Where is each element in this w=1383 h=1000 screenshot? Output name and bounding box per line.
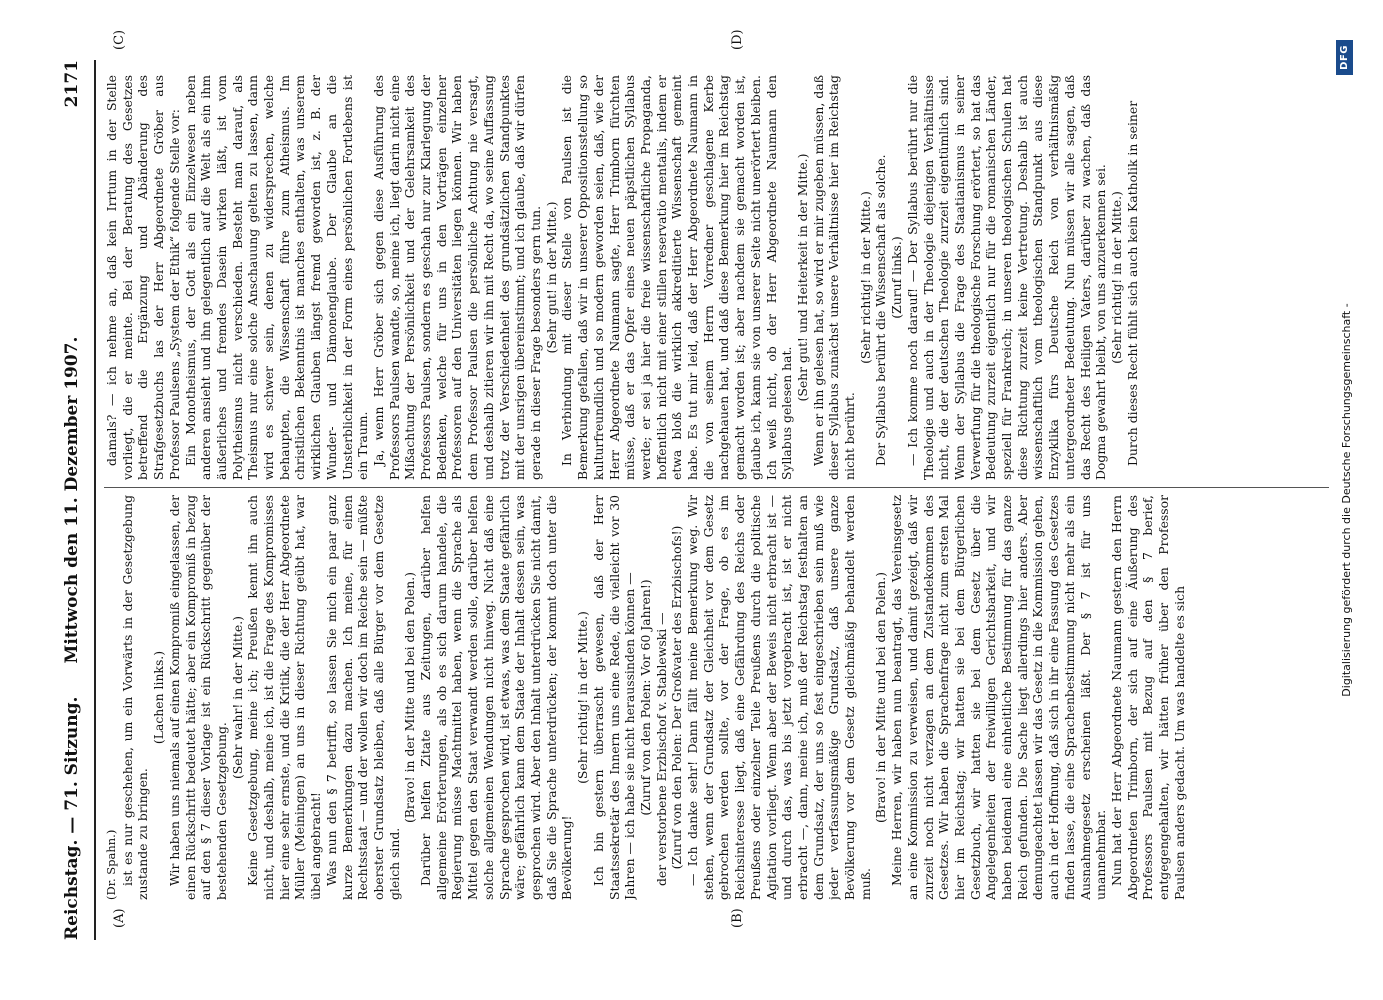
- paragraph: Ja, wenn Herr Gröber sich gegen diese Ausführung des Professors Paulsen wandte, so, meine ich, liegt darin nicht eine Mißachtung der Persönlichkeit und der Gelehrsamkeit des Professors Paulsen, sondern es geschah nur zur Klarlegung der Bedenken, welche für uns in den Vorträgen einzelner Professoren auf den Universitäten liegen können. Wir haben dem Professor Paulsen die persönliche Achtung nie versagt, und deshalb zitieren wir ihn mit Recht da, wo seine Auffassung trotz der Verschiedenheit des grundsätzlichen Standpunktes mit der unsrigen übereinstimmt; und ich glaube, daß wir dürfen gerade in dieser Frage besonders gern tun.: [370, 75, 543, 480]
- paragraph: — Ich danke sehr! Dann fällt meine Bemerkung weg. Wir stehen, wenn der Grundsatz der Gleichheit vor dem Gesetz gebrochen werden sollte, vor der Frage, ob es im Reichsinteresse liegt, daß eine Gefährdung des Reichs oder Preußens oder einzelner Teile Preußens durch die politische Agitation vorliegt. Wenn aber der Beweis nicht erbracht ist — und durch das, was bis jetzt vorgebracht ist, ist er nicht erbracht —, dann, meine ich, muß der Reichstag festhalten an dem Grundsatz, der uns so fest eingeschrieben sein muß wie jeder verfassungsmäßige Grundsatz, daß unsere ganze Bevölkerung vor dem Gesetz gleichmäßig behandelt werden muß.: [685, 495, 873, 900]
- paragraph: Meine Herren, wir haben nun beantragt, das Vereinsgesetz an eine Kommission zu verweisen, und damit gezeigt, daß wir zurzeit noch nicht verzagen an dem Zustandekommen des Gesetzes. Wir haben die Sprachenfrage nicht zum ersten Mal hier im Reichstag; wir hatten sie bei dem Bürgerlichen Gesetzbuch, wir hatten sie bei dem Gesetz über die Angelegenheiten der freiwilligen Gerichtsbarkeit, und wir haben beidemal eine einheitliche Bestimmung für das ganze Reich gefunden. Die Sache liegt allerdings hier anders. Aber demungeachtet lassen wir das Gesetz in die Kommission gehen, auch in der Hoffnung, daß sich in ihr eine Fassung des Gesetzes finden lasse, die eine Sprachenbestimmung nicht mehr als ein Ausnahmegesetz erscheinen läßt. Der § 7 ist für uns unannehmbar.: [889, 495, 1109, 900]
- paragraph: damals? — ich nehme an, daß kein Irrtum in der Stelle vorliegt, die er meinte. Bei der Beratung des Gesetzes betreffend die Ergänzung und Abänderung des Strafgesetzbuchs las der Herr Abgeordnete Gröber aus Professor Paulsens „System der Ethik“ folgende Stelle vor:: [104, 75, 182, 480]
- margin-marker-a: (A): [112, 908, 127, 928]
- dfg-logo: DFG: [1336, 40, 1353, 75]
- interjection: (Sehr richtig! in der Mitte.): [1109, 191, 1124, 364]
- paragraph: der verstorbene Erzbischof v. Stablewski —: [653, 612, 669, 886]
- left-column-text: [120, 495, 1188, 900]
- interjection: (Sehr gut! in der Mitte.): [543, 201, 559, 354]
- interjection: (Zuruf links.): [889, 236, 905, 319]
- interjection: (Sehr wahr! in der Mitte.): [229, 615, 245, 780]
- paragraph: Nun hat der Herr Abgeordnete Naumann gestern den Herrn Abgeordneten Trimborn, der sich auf eine Äußerung des Professors Paulsen mit Bezug auf den § 7 berief, entgegengehalten, wir hätten früher über den Professor Paulsen anders gedacht. Um was handelte es sich: [1109, 495, 1187, 900]
- margin-marker-c: (C): [112, 29, 127, 50]
- paragraph: Der Syllabus berührt die Wissenschaft als solche.: [873, 154, 889, 466]
- interjection: (Sehr gut! und Heiterkeit in der Mitte.): [794, 153, 810, 402]
- paragraph: In Verbindung mit dieser Stelle von Paulsen ist die Bemerkung gefallen, daß wir in unserer Oppositionsstellung so kulturfreundlich und so modern geworden seien, daß, wie der Herr Abgeordnete Naumann sagte, Herr Trimborn fürchten müsse, daß er das Opfer eines neuen päpstlichen Syllabus werde; er sei ja hier die freie wissenschaftliche Propaganda, hoffentlich nicht mit einer stillen reservatio mentalis, indem er etwa bloß die wirklich akkreditierte Wissenschaft gemeint habe. Es tut mir leid, daß der Herr Abgeordnete Naumann in die von seinem Herrn Vorredner geschlagene Kerbe nachgehauen hat, und daß diese Bemerkung hier im Reichstag gemacht worden ist; aber nachdem sie gemacht worden ist, glaube ich, kann sie von unserer Seite nicht unerörtert bleiben. Ich weiß nicht, ob der Herr Abgeordnete Naumann den Syllabus gelesen hat.: [559, 75, 795, 480]
- interjection: (Sehr richtig! in der Mitte.): [857, 191, 873, 364]
- right-column: [104, 75, 1329, 480]
- header-page-number: 2171: [62, 60, 82, 108]
- interjection: (Bravo! in der Mitte und bei den Polen.): [873, 571, 889, 824]
- column-divider: [104, 487, 1329, 488]
- paragraph: — Ich komme noch darauf! — Der Syllabus berührt nur die Theologie und auch in der Theologie diejenigen Verhältnisse nicht, die der deutschen Theologie zurzeit eigentümlich sind. Wenn der Syllabus die Frage des Staatianismus in seiner Verwerfung für die theologische Forschung erörtert, so hat das Bedeutung zurzeit eigentlich nur für die romanischen Länder, speziell für Frankreich; in unseren theologischen Schulen hat diese Richtung zurzeit keine Vertretung. Deshalb ist auch wissenschaftlich vom theologischen Standpunkt aus diese Enzyklika fürs Deutsche Reich von verhältnismäßig untergeordneter Bedeutung. Nun müssen wir alle sagen, daß das Recht des Heiligen Vaters, darüber zu wachen, daß das Dogma gewahrt bleibt, von uns anzuerkennen sei.: [904, 75, 1109, 480]
- paragraph: Ich bin gestern überrascht gewesen, daß der Herr Staatssekretär des Innern uns eine Rede, die vielleicht vor 30 Jahren — ich habe sie nicht heraussinden können —: [590, 495, 638, 900]
- page-header: [58, 60, 96, 940]
- paragraph: ist es nur geschehen, um ein Vorwärts in der Gesetzgebung zustande zu bringen.: [119, 495, 151, 900]
- interjection: (Sehr richtig! in der Mitte.): [575, 611, 591, 784]
- header-date: Mittwoch den 11. Dezember 1907.: [62, 336, 82, 664]
- interjection: (Lachen links.): [151, 650, 167, 745]
- paragraph: Keine Gesetzgebung, meine ich; Preußen kennt ihn auch nicht, und deshalb, meine ich, ist die Frage des Kompromisses hier eine sehr ernste, und die Kritik, die der Herr Abgeordnete Müller (Meiningen) an uns in dieser Richtung geübt hat, war übel angebracht!: [245, 495, 324, 900]
- margin-marker-b: (B): [730, 908, 745, 928]
- paragraph: Darüber helfen Zitate aus Zeitungen, darüber helfen allgemeine Erörterungen, als ob es sich darum handele, die Regierung müsse Machtmittel haben, wenn die Sprache als Mittel gegen den Staat verwandt werden solle, darüber helfen solche allgemeinen Wendungen nicht hinweg. Nicht daß eine Sprache gesprochen wird, ist etwas, was dem Staate gefährlich wäre; gefährlich kann dem Staate der Inhalt dessen sein, was gesprochen wird. Aber den Inhalt unterdrücken Sie nicht damit, daß Sie die Sprache unterdrücken; der kommt doch unter die Bevölkerung!: [418, 495, 575, 900]
- margin-marker-d: (D): [730, 29, 745, 50]
- digitization-credit: Digitalisierung gefördert durch die Deutsche Forschungsgemeinschaft -: [1340, 303, 1353, 697]
- paragraph: Wir haben uns niemals auf einen Kompromiß eingelassen, der einen Rückschritt bedeutet hätte; aber ein Kompromiß in bezug auf den § 7 dieser Vorlage ist ein Rückschritt gegenüber der bestehenden Gesetzgebung.: [166, 495, 229, 900]
- paragraph: Ein Monotheismus, der Gott als ein Einzelwesen neben anderen ansieht und ihn gelegentlich auf die Welt als ein ihm äußerliches und fremdes Dasein wirken läßt, ist vom Polytheismus nicht verschieden. Besteht man darauf, als Theismus nur eine solche Anschauung gelten zu lassen, dann wird es schwer sein, denen zu widersprechen, welche behaupten, die Wissenschaft führe zum Atheismus. Im christlichen Bekenntnis ist manches enthalten, was unserem wirklichen Glauben längst fremd geworden ist, z. B. der Wunder- und Dämonenglaube. Der Glaube an die Unsterblichkeit in der Form eines persönlichen Fortlebens ist ein Traum.: [182, 75, 371, 480]
- paragraph: Was nun den § 7 betrifft, so lassen Sie mich ein paar ganz kurze Bemerkungen dazu machen. Ich meine, für einen Rechtsstaat — und der wollen wir doch im Reiche sein — müßte oberster Grundsatz bleiben, daß alle Bürger vor dem Gesetze gleich sind.: [323, 495, 402, 900]
- interjection: (Zuruf von den Polen: Vor 60 Jahren!): [637, 579, 653, 816]
- paragraph: Durch dieses Recht fühlt sich auch kein Katholik in seiner: [1124, 100, 1140, 466]
- interjection: (Bravo! in der Mitte und bei den Polen.): [402, 571, 418, 824]
- header-session: Reichstag. — 71. Sitzung.: [62, 696, 82, 940]
- interjection: (Zuruf von den Polen: Der Großvater des Erzbischofs!): [669, 525, 685, 870]
- paragraph: Wenn er ihn gelesen hat, so wird er mir zugeben müssen, daß dieser Syllabus zunächst unsere Verhältnisse hier im Reichstag nicht berührt.: [810, 75, 858, 480]
- speaker-label: (Dr. Spahn.): [104, 829, 118, 900]
- left-column: [104, 495, 1329, 900]
- right-column-text: [104, 75, 1140, 480]
